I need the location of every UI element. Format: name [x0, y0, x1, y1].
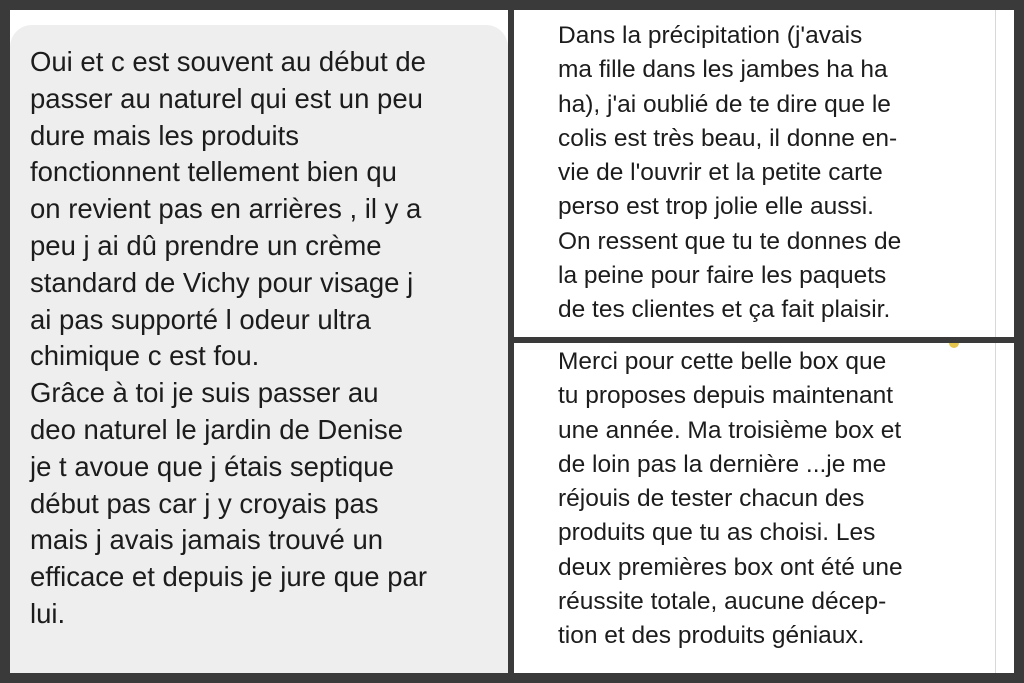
message-line: tion et des produits géniaux. [558, 622, 865, 650]
message-line: la peine pour faire les paquets [558, 262, 887, 290]
message-line: peu j ai dû prendre un crème [30, 229, 382, 261]
message-line: on revient pas en arrières , il y a [30, 193, 422, 225]
message-line: colis est très beau, il donne en- [558, 124, 898, 152]
message-panel-left [10, 10, 508, 673]
message-line: une année. Ma troisième box et [558, 416, 902, 444]
message-line: ha), j'ai oublié de te dire que le [558, 90, 891, 118]
bubble-edge-divider [995, 10, 996, 337]
message-line: standard de Vichy pour visage j [30, 266, 414, 298]
message-line: efficace et depuis je jure que par [30, 561, 427, 593]
message-line: On ressent que tu te donnes de [558, 227, 902, 255]
message-line: Oui et c est souvent au début de [30, 46, 426, 77]
message-line: je t avoue que j étais septique [30, 450, 394, 482]
message-line: deo naturel le jardin de Denise [30, 413, 404, 445]
message-line: ai pas supporté l odeur ultra [30, 303, 371, 335]
message-line: tu proposes depuis maintenant [558, 382, 894, 410]
message-line: passer au naturel qui est un peu [30, 82, 423, 114]
message-line: dure mais les produits [30, 119, 300, 151]
message-line: fonctionnent tellement bien qu [30, 156, 397, 188]
message-panel-top-right [514, 10, 1014, 337]
message-line: produits que tu as choisi. Les [558, 519, 876, 547]
message-line: ma fille dans les jambes ha ha [558, 56, 888, 84]
message-line: mais j avais jamais trouvé un [30, 524, 384, 556]
message-line: réjouis de tester chacun des [558, 485, 865, 513]
message-line: vie de l'ouvrir et la petite carte [558, 159, 883, 187]
message-line: début pas car j y croyais pas [30, 487, 379, 519]
message-line: perso est trop jolie elle aussi. [558, 193, 874, 221]
message-line: lui. [30, 597, 66, 629]
message-line: réussite totale, aucune décep- [558, 588, 887, 616]
message-text-left [30, 44, 505, 633]
message-panel-bottom-right [514, 343, 1014, 673]
message-line: Grâce à toi je suis passer au [30, 377, 379, 409]
message-text-bottom-right [558, 345, 1008, 654]
message-line: Dans la précipitation (j'avais [558, 22, 863, 49]
message-text-top-right [558, 19, 1008, 328]
message-line: deux premières box ont été une [558, 553, 903, 581]
message-line: de loin pas la dernière ...je me [558, 450, 887, 478]
message-line: chimique c est fou. [30, 340, 260, 372]
message-line: de tes clientes et ça fait plaisir. [558, 296, 891, 324]
message-line: Merci pour cette belle box que [558, 348, 887, 375]
bubble-edge-divider [995, 343, 996, 673]
